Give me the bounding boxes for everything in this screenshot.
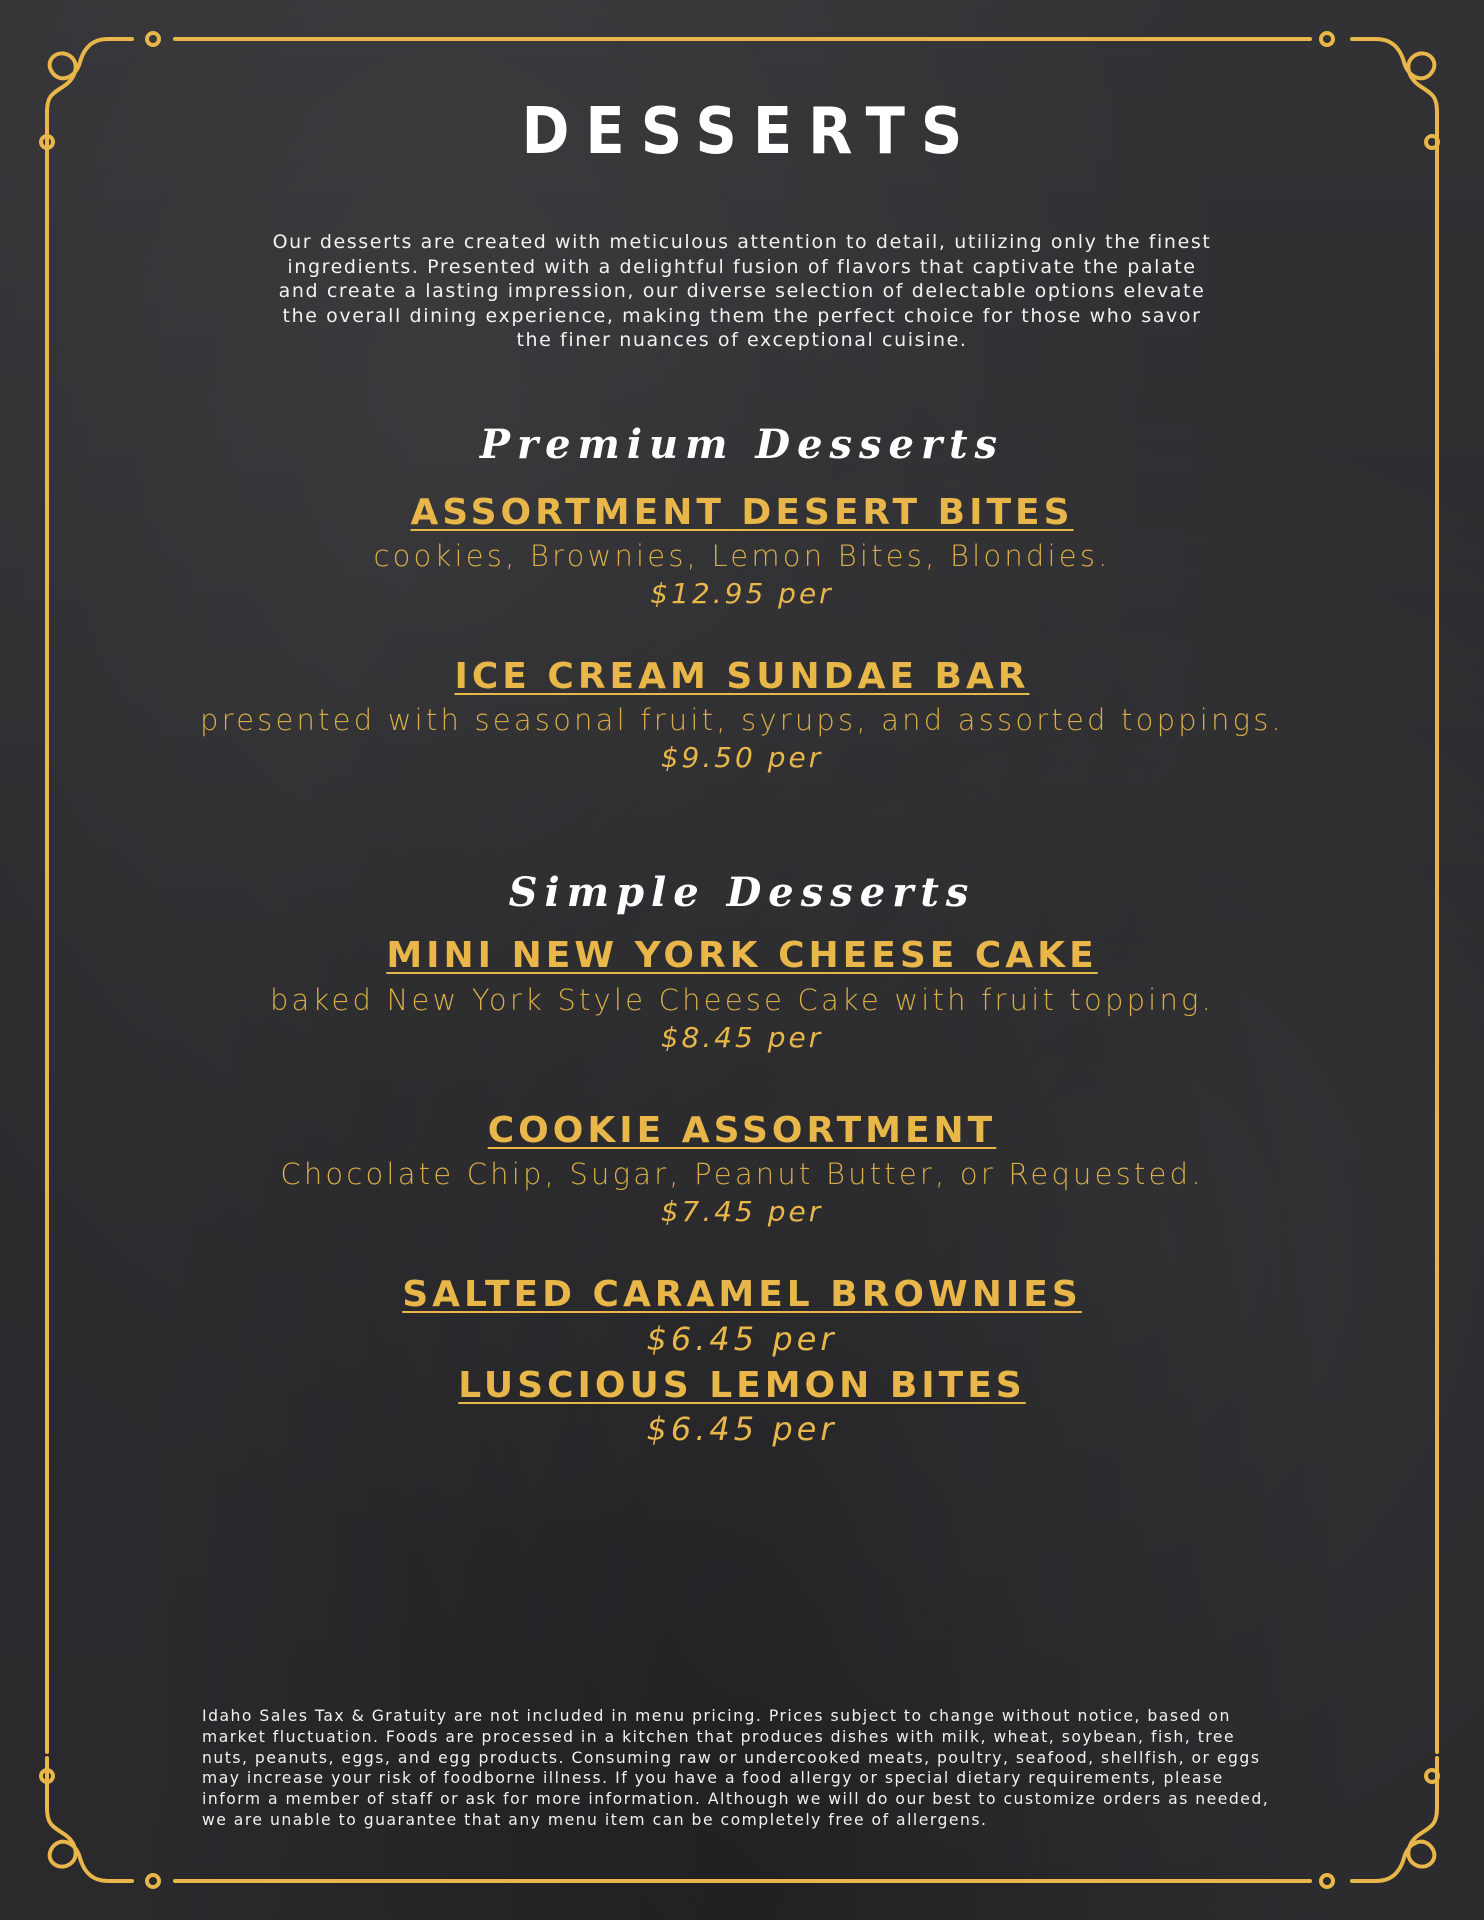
corner-ornament-bottom-right [1321, 1758, 1438, 1887]
item-description: cookies, Brownies, Lemon Bites, Blondies. [373, 539, 1111, 573]
menu-item [0, 656, 1484, 698]
item-name: LUSCIOUS LEMON BITES [458, 1365, 1026, 1406]
corner-ornament-bottom-left [41, 1758, 159, 1887]
section-heading-premium: Premium Desserts [479, 421, 1005, 468]
item-name: COOKIE ASSORTMENT [487, 1110, 997, 1151]
intro-text: Our desserts are created with meticulous attention to detail, utilizing only the finest ingredients. Presented with a delightful fusion of flavors that captivate the palate and create a lasting impression, our diverse selection of delectable options elevate the overall dining experience, making them the perfect choice for those who savor the finer nuances of exceptional cuisine. [272, 231, 1212, 352]
menu-item [0, 492, 1484, 534]
item-name: ASSORTMENT DESERT BITES [410, 492, 1074, 533]
section-heading-simple: Simple Desserts [508, 869, 976, 916]
item-price: $9.50 per [660, 741, 824, 774]
item-description: presented with seasonal fruit, syrups, and assorted toppings. [200, 703, 1284, 737]
menu-item [0, 1110, 1484, 1152]
item-price: $12.95 per [650, 577, 834, 610]
item-name: SALTED CARAMEL BROWNIES [402, 1274, 1082, 1315]
item-price: $7.45 per [660, 1195, 824, 1228]
item-name: ICE CREAM SUNDAE BAR [454, 656, 1030, 697]
page-title: DESSERTS [521, 95, 979, 169]
item-name: MINI NEW YORK CHEESE CAKE [386, 935, 1098, 976]
item-description: Chocolate Chip, Sugar, Peanut Butter, or Requested. [280, 1157, 1204, 1191]
menu-item [0, 935, 1484, 977]
menu-item [0, 1365, 1484, 1407]
allergen-disclaimer: Idaho Sales Tax & Gratuity are not included in menu pricing. Prices subject to change without notice, based on market fluctuation. Foods are processed in a kitchen that produces dishes with milk, wheat, soybean, fish, tree nuts, peanuts, eggs, and egg products. Consuming raw or undercooked meats, poultry, seafood, shellfish, or eggs may increase your risk of foodborne illness. If you have a food allergy or special dietary requirements, please inform a member of staff or ask for more information. Although we will do our best to customize orders as needed, we are unable to guarantee that any menu item can be completely free of allergens. [202, 1707, 1270, 1829]
item-price: $6.45 per [646, 1410, 838, 1448]
item-description: baked New York Style Cheese Cake with fruit topping. [269, 983, 1215, 1017]
item-price: $6.45 per [646, 1320, 838, 1358]
menu-item [0, 1274, 1484, 1316]
item-price: $8.45 per [660, 1021, 824, 1054]
